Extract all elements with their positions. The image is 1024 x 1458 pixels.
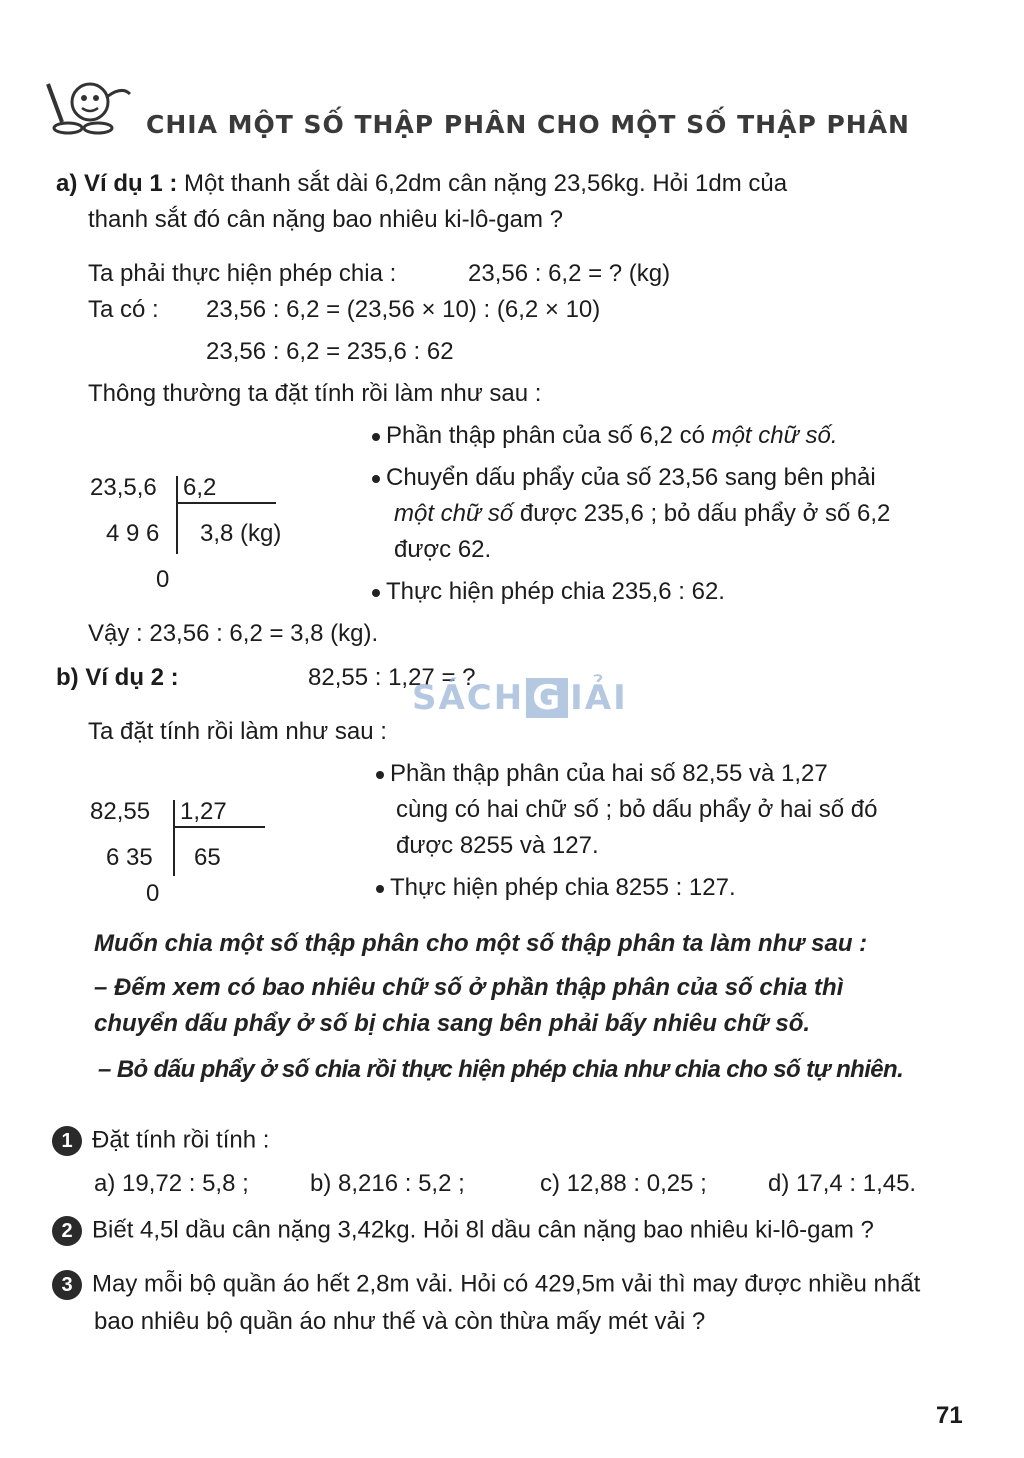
example2-setup: Ta đặt tính rồi làm như sau :	[88, 718, 387, 745]
example2-bullet1-line3: được 8255 và 127.	[396, 832, 599, 859]
division2-remainder2: 0	[146, 880, 160, 907]
rule-line4: – Bỏ dấu phẩy ở số chia rồi thực hiện phép chia như chia cho số tự nhiên.	[98, 1056, 904, 1083]
example1-bullet1-italic: một chữ số.	[711, 422, 838, 449]
example2-bullet2	[376, 874, 736, 902]
example2-expr: 82,55 : 1,27 = ?	[308, 664, 476, 691]
example1-bullet3	[372, 578, 725, 606]
exercise-1-part-d: d) 17,4 : 1,45.	[768, 1170, 917, 1197]
example1-have-expr1: 23,56 : 6,2 = (23,56 × 10) : (6,2 × 10)	[206, 296, 601, 323]
example1-have-expr2: 23,56 : 6,2 = 235,6 : 62	[206, 338, 454, 365]
division2-quotient: 65	[194, 844, 221, 871]
division2-dividend: 82,55	[90, 798, 151, 825]
example1-bullet2-rest: được 235,6 ; bỏ dấu phẩy ở số 6,2	[513, 500, 891, 527]
example2-label: b) Ví dụ 2 :	[56, 664, 179, 691]
division2-horizontal-bar	[173, 826, 265, 828]
watermark-right: IẢI	[570, 678, 628, 718]
example1-bullet2-line2	[394, 500, 890, 528]
example2-bullet2-text: Thực hiện phép chia 8255 : 127.	[390, 874, 736, 901]
example1-bullet2-italic: một chữ số	[394, 500, 514, 527]
division1-remainder1: 4 9 6	[106, 520, 160, 547]
example1-conclusion: Vậy : 23,56 : 6,2 = 3,8 (kg).	[88, 620, 379, 647]
watermark-box: G	[526, 678, 568, 718]
example1-problem-line2: thanh sắt đó cân nặng bao nhiêu ki-lô-gam ?	[88, 206, 563, 233]
example2-bullet1	[376, 760, 828, 788]
division1-dividend: 23,5,6	[90, 474, 157, 501]
example1-bullet2	[372, 464, 876, 492]
example1-have-label: Ta có :	[88, 296, 159, 323]
example1-bullet1-text: Phần thập phân của số 6,2 có	[386, 422, 712, 449]
mascot-icon	[40, 74, 136, 143]
rule-line2: – Đếm xem có bao nhiêu chữ số ở phần thập phân của số chia thì	[94, 974, 844, 1001]
bullet-icon	[376, 771, 384, 779]
example1-bullet3-text: Thực hiện phép chia 235,6 : 62.	[386, 578, 725, 605]
exercise-1-text: Đặt tính rồi tính :	[92, 1126, 270, 1154]
example2-bullet1-line2: cùng có hai chữ số ; bỏ dấu phẩy ở hai số đó	[396, 796, 878, 823]
exercise-number-icon: 3	[52, 1270, 82, 1300]
rule-line1: Muốn chia một số thập phân cho một số thập phân ta làm như sau :	[94, 930, 868, 957]
bullet-icon	[372, 433, 380, 441]
exercise-number-icon: 1	[52, 1126, 82, 1156]
example1-usual-text: Thông thường ta đặt tính rồi làm như sau :	[88, 380, 542, 407]
example2-bullet1-text: Phần thập phân của hai số 82,55 và 1,27	[390, 760, 828, 787]
division1-vertical-bar	[176, 476, 178, 554]
rule-line3: chuyển dấu phẩy ở số bị chia sang bên phải bấy nhiêu chữ số.	[94, 1010, 811, 1037]
bullet-icon	[376, 885, 384, 893]
exercise-2	[52, 1216, 874, 1246]
division2-remainder1: 6 35	[106, 844, 153, 871]
example1-bullet1	[372, 422, 838, 450]
exercise-3-text-line1: May mỗi bộ quần áo hết 2,8m vải. Hỏi có 429,5m vải thì may được nhiều nhất	[92, 1270, 921, 1298]
example1-problem-text: Một thanh sắt dài 6,2dm cân nặng 23,56kg. Hỏi 1dm của	[184, 170, 788, 197]
example1-need-text: Ta phải thực hiện phép chia :	[88, 260, 397, 287]
division1-quotient: 3,8 (kg)	[200, 520, 282, 547]
page-number: 71	[936, 1402, 963, 1429]
exercise-1-part-a: a) 19,72 : 5,8 ;	[94, 1170, 249, 1197]
example1-need-expr: 23,56 : 6,2 = ? (kg)	[468, 260, 671, 287]
bullet-icon	[372, 475, 380, 483]
division1-remainder2: 0	[156, 566, 170, 593]
page-title: CHIA MỘT SỐ THẬP PHÂN CHO MỘT SỐ THẬP PHÂN	[146, 110, 910, 139]
division2-vertical-bar	[173, 800, 175, 876]
exercise-3-text-line2: bao nhiêu bộ quần áo như thế và còn thừa mấy mét vải ?	[94, 1308, 706, 1335]
division1-divisor: 6,2	[183, 474, 217, 501]
division1-horizontal-bar	[176, 502, 276, 504]
exercise-3	[52, 1270, 920, 1300]
exercise-1	[52, 1126, 269, 1156]
example1-problem-line1	[56, 170, 787, 198]
example1-label: a) Ví dụ 1 :	[56, 170, 178, 197]
example1-bullet2-line3: được 62.	[394, 536, 492, 563]
watermark-left: SÁCH	[412, 678, 525, 718]
exercise-2-text: Biết 4,5l dầu cân nặng 3,42kg. Hỏi 8l dầu cân nặng bao nhiêu ki-lô-gam ?	[92, 1216, 874, 1244]
example1-bullet2-text: Chuyển dấu phẩy của số 23,56 sang bên phải	[386, 464, 876, 491]
bullet-icon	[372, 589, 380, 597]
exercise-1-part-b: b) 8,216 : 5,2 ;	[310, 1170, 465, 1197]
exercise-1-part-c: c) 12,88 : 0,25 ;	[540, 1170, 707, 1197]
watermark-logo	[412, 678, 628, 718]
division2-divisor: 1,27	[180, 798, 227, 825]
exercise-number-icon: 2	[52, 1216, 82, 1246]
